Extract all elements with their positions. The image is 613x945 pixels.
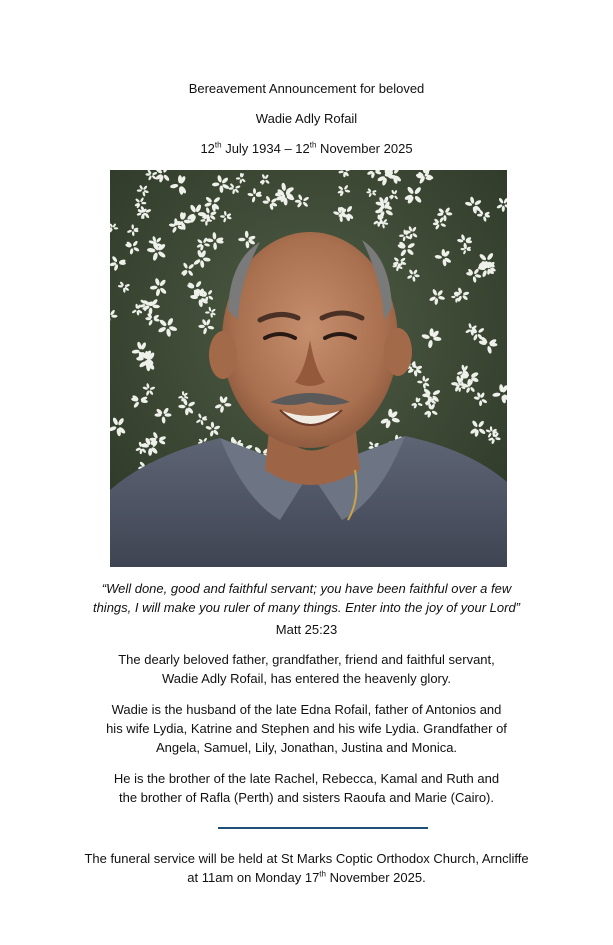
paragraph-passing [0, 650, 613, 688]
quote-line-1: “Well done, good and faithful servant; you have been faithful over a few [101, 581, 512, 596]
death-rest: November 2025 [316, 141, 413, 156]
siblings-line-1: He is the brother of the late Rachel, Rebecca, Kamal and Ruth and [113, 771, 500, 786]
passing-line-1: The dearly beloved father, grandfather, friend and faithful servant, [118, 652, 495, 667]
quote-line-2: things, I will make you ruler of many things. Enter into the joy of your Lord” [92, 600, 521, 615]
birth-day: 12 [200, 141, 215, 156]
family-line-3: Angela, Samuel, Lily, Jonathan, Justina and Monica. [155, 740, 458, 755]
announcement-heading: Bereavement Announcement for beloved [188, 81, 425, 96]
funeral-date-post: November 2025. [325, 870, 426, 885]
funeral-date-suffix: th [319, 869, 326, 879]
birth-day-suffix: th [214, 140, 222, 150]
siblings-line-2: the brother of Rafla (Perth) and sisters Raoufa and Marie (Cairo). [118, 790, 494, 805]
birth-rest: July 1934 – [221, 141, 296, 156]
funeral-date-pre: at 11am on Monday 17 [187, 870, 320, 885]
family-line-2: his wife Lydia, Katrine and Stephen and his wife Lydia. Grandfather of [106, 721, 507, 736]
death-day: 12 [295, 141, 310, 156]
scripture-reference: Matt 25:23 [275, 622, 338, 637]
scripture-quote [0, 579, 613, 617]
passing-line-2: Wadie Adly Rofail, has entered the heavenly glory. [161, 671, 452, 686]
life-dates [0, 141, 613, 157]
funeral-details [0, 849, 613, 887]
death-day-suffix: th [309, 140, 317, 150]
funeral-line-1: The funeral service will be held at St Marks Coptic Orthodox Church, Arncliffe [84, 851, 529, 866]
divider-line [218, 827, 428, 829]
family-line-1: Wadie is the husband of the late Edna Rofail, father of Antonios and [111, 702, 502, 717]
portrait-photo [110, 170, 507, 567]
deceased-name: Wadie Adly Rofail [255, 111, 358, 126]
funeral-line-2 [0, 868, 613, 887]
paragraph-family [0, 700, 613, 757]
paragraph-siblings [0, 769, 613, 807]
